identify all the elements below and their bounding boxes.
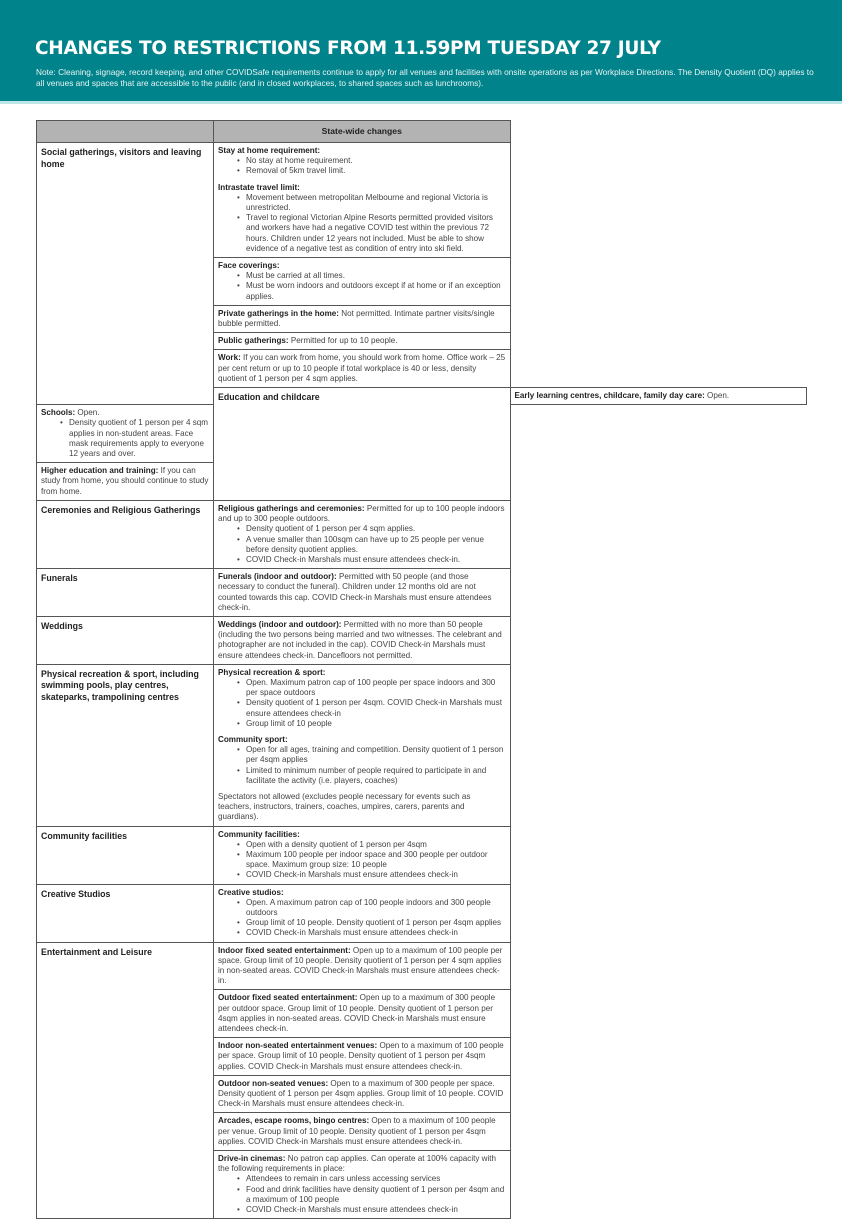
rule-heading: Community sport: <box>218 734 288 744</box>
rule-text: Open to a maximum of 100 people per venue. Group limit of 10 people. Density quotient of 1 person per 4sqm applies. COVID Check-in Marshals must ensure attendees check-in. <box>218 1116 496 1146</box>
rule-text: If you can work from home, you should work from home. Office work – 25 per cent return or up to 10 people if total workplace is 40 or less, density quotient of 1 person per 4 sqm applies. <box>218 353 506 383</box>
page-title: CHANGES TO RESTRICTIONS FROM 11.59PM TUESDAY 27 JULY <box>35 38 661 59</box>
bullet-list <box>218 898 506 939</box>
list-item: • A venue smaller than 100sqm can have up to 25 people per venue before density quotient applies. <box>246 535 506 555</box>
list-item: • Limited to minimum number of people required to participate in and facilitate the activity (i.e. players, coaches) <box>246 766 506 786</box>
category-sport: Physical recreation & sport, including swimming pools, play centres, skateparks, trampolining centres <box>37 664 214 826</box>
bullet-list <box>218 524 506 565</box>
bullet-list <box>218 1174 506 1215</box>
rule-heading: Private gatherings in the home: <box>218 308 339 318</box>
bullet-list <box>218 193 506 254</box>
category-entertainment: Entertainment and Leisure <box>37 942 214 1219</box>
rule-heading: Physical recreation & sport: <box>218 667 326 677</box>
header-blank-cell <box>37 121 214 143</box>
rule-text: Permitted for up to 100 people indoors and up to 300 people outdoors. <box>218 503 505 524</box>
cell-schools <box>37 405 214 463</box>
bullet-list <box>218 271 506 302</box>
bullet-list <box>218 678 506 729</box>
cell-work <box>214 350 511 388</box>
cell-outdoor-non-seated <box>214 1075 511 1113</box>
cell-sport <box>214 664 511 826</box>
rule-text: If you can study from home, you should continue to study from home. <box>41 466 209 496</box>
table-header-row <box>37 121 807 143</box>
column-header: State-wide changes <box>214 121 511 143</box>
rule-heading: Drive-in cinemas: <box>218 1154 286 1164</box>
list-item: • No stay at home requirement. <box>246 156 506 166</box>
rule-text: No patron cap applies. Can operate at 100% capacity with the following requirements in place: <box>218 1154 497 1174</box>
cell-public-gatherings <box>214 333 511 350</box>
list-item: • Food and drink facilities have density quotient of 1 person per 4sqm and a maximum of 100 people <box>246 1185 506 1205</box>
list-item: • Open with a density quotient of 1 person per 4sqm <box>246 840 506 850</box>
rule-heading: Outdoor fixed seated entertainment: <box>218 993 358 1003</box>
list-item: • Density quotient of 1 person per 4 sqm applies in non-student areas. Face mask requirements apply to everyone 12 years and over. <box>69 418 209 459</box>
list-item: • Travel to regional Victorian Alpine Resorts permitted provided visitors and workers have had a negative COVID test within the previous 72 hours. Children under 12 years not included. Must be able to show evidence of a negative test as condition of entry into ski field. <box>246 213 506 254</box>
rule-heading: Schools: <box>41 408 76 418</box>
category-creative-studios: Creative Studios <box>37 884 214 942</box>
category-community-facilities: Community facilities <box>37 826 214 884</box>
rule-heading: Intrastate travel limit: <box>218 182 300 192</box>
list-item: • Group limit of 10 people <box>246 719 506 729</box>
cell-drive-in <box>214 1151 511 1219</box>
list-item: • Open for all ages, training and competition. Density quotient of 1 person per 4sqm applies <box>246 745 506 765</box>
rule-heading: Weddings (indoor and outdoor): <box>218 619 342 629</box>
cell-higher-education <box>37 463 214 501</box>
rule-heading: Outdoor non-seated venues: <box>218 1078 329 1088</box>
cell-community-facilities <box>214 826 511 884</box>
cell-arcades <box>214 1113 511 1151</box>
rule-heading: Public gatherings: <box>218 336 289 346</box>
cell-indoor-non-seated <box>214 1038 511 1076</box>
cell-religious <box>214 500 511 568</box>
table-row <box>37 664 807 826</box>
category-weddings: Weddings <box>37 616 214 664</box>
rule-text: Permitted with no more than 50 people (including the two persons being married and two witnesses. The celebrant and photographer are not included in the cap). COVID Check-in Marshals must ensure attendees check-in. Dancefloors not permitted. <box>218 619 502 660</box>
rule-heading: Face coverings: <box>218 261 280 271</box>
rule-heading: Early learning centres, childcare, family day care: <box>514 391 705 401</box>
cell-outdoor-fixed-seated <box>214 990 511 1038</box>
cell-weddings <box>214 616 511 664</box>
list-item: • Open. Maximum patron cap of 100 people per space indoors and 300 per space outdoors <box>246 678 506 698</box>
rule-heading: Higher education and training: <box>41 466 159 476</box>
list-item: • Attendees to remain in cars unless accessing services <box>246 1174 506 1184</box>
restrictions-table <box>36 120 807 1219</box>
rule-text: Open. <box>75 408 100 418</box>
table-row <box>37 569 807 617</box>
bullet-list <box>41 418 209 459</box>
cell-indoor-fixed-seated <box>214 942 511 990</box>
list-item: • COVID Check-in Marshals must ensure attendees check-in <box>246 928 506 938</box>
list-item: • Density quotient of 1 person per 4 sqm applies. <box>246 524 506 534</box>
rule-heading: Work: <box>218 353 241 363</box>
list-item: • Open. A maximum patron cap of 100 people indoors and 300 people outdoors <box>246 898 506 918</box>
rule-heading: Indoor non-seated entertainment venues: <box>218 1041 378 1051</box>
list-item: • Maximum 100 people per indoor space and 300 people per outdoor space. Maximum group size: 10 people <box>246 850 506 870</box>
spectators-text: Spectators not allowed (excludes people necessary for events such as teachers, instructors, trainers, coaches, umpires, carers, parents and guardians). <box>218 791 471 822</box>
table-row <box>37 143 807 258</box>
list-item: • COVID Check-in Marshals must ensure attendees check-in <box>246 870 506 880</box>
page-note: Note: Cleaning, signage, record keeping, and other COVIDSafe requirements continue to apply for all venues and facilities with onsite operations as per Workplace Directions. The Density Quotient (DQ) applies to all venues and spaces that are accessible to the public (and in closed workplaces, to shared spaces such as lunchrooms). <box>36 67 814 88</box>
list-item: • COVID Check-in Marshals must ensure attendees check-in. <box>246 555 506 565</box>
bullet-list <box>218 840 506 881</box>
rule-heading: Indoor fixed seated entertainment: <box>218 945 351 955</box>
rule-heading: Stay at home requirement: <box>218 146 321 155</box>
list-item: • Must be carried at all times. <box>246 271 506 281</box>
list-item: • Removal of 5km travel limit. <box>246 166 506 176</box>
category-education: Education and childcare <box>214 388 511 501</box>
table-row <box>37 616 807 664</box>
rule-text: Permitted with 50 people (and those necessary to conduct the funeral). Children under 12 months old are not counted towards this cap. COVID Check-in Marshals must ensure attendees check-in. <box>218 572 492 612</box>
rule-text: Open up to a maximum of 300 people per outdoor space. Group limit of 10 people. Density quotient of 1 person per 4sqm applies in non-seated areas. COVID Check-in Marshals must ensure attendees check-in. <box>218 993 496 1034</box>
rule-heading: Community facilities: <box>218 829 300 839</box>
rule-text: Open to a maximum of 100 people per space. Group limit of 10 people. Density quotient of 1 person per 4sqm applies. COVID Check-in Marshals must ensure attendees check-in. <box>218 1041 504 1071</box>
table-row <box>37 884 807 942</box>
list-item: • Density quotient of 1 person per 4sqm. COVID Check-in Marshals must ensure attendees check-in <box>246 698 506 718</box>
rule-heading: Creative studios: <box>218 887 284 897</box>
list-item: • Movement between metropolitan Melbourne and regional Victoria is unrestricted. <box>246 193 506 213</box>
rule-heading: Religious gatherings and ceremonies: <box>218 503 365 513</box>
cell-funerals <box>214 569 511 617</box>
rule-text: Open to a maximum of 300 people per space. Density quotient of 1 person per 4sqm applies. Group limit of 10 people. COVID Check-in Marshals must ensure attendees check-in. <box>218 1078 504 1109</box>
category-ceremonies: Ceremonies and Religious Gatherings <box>37 500 214 568</box>
rule-text: Open up to a maximum of 100 people per space. Group limit of 10 people. Density quotient of 1 person per 4 sqm applies in non-seated areas. COVID Check-in Marshals must ensure attendees check-in. <box>218 945 503 986</box>
title-banner <box>0 0 842 104</box>
list-item: • Group limit of 10 people. Density quotient of 1 person per 4sqm applies <box>246 918 506 928</box>
list-item: • Must be worn indoors and outdoors except if at home or if an exception applies. <box>246 281 506 301</box>
cell-face-coverings <box>214 258 511 306</box>
table-row <box>37 826 807 884</box>
cell-stay-home-intrastate <box>214 143 511 258</box>
category-funerals: Funerals <box>37 569 214 617</box>
bullet-list <box>218 745 506 786</box>
rule-heading: Arcades, escape rooms, bingo centres: <box>218 1116 370 1126</box>
rule-heading: Funerals (indoor and outdoor): <box>218 572 337 582</box>
rule-text: Open. <box>704 391 730 401</box>
category-social: Social gatherings, visitors and leaving home <box>37 143 214 405</box>
cell-early-learning <box>510 388 807 405</box>
cell-private-gatherings <box>214 305 511 332</box>
bullet-list <box>218 156 506 176</box>
table-row <box>37 942 807 990</box>
rule-text: Not permitted. Intimate partner visits/single bubble permitted. <box>218 308 495 329</box>
rule-text: Permitted for up to 10 people. <box>288 336 398 346</box>
cell-creative-studios <box>214 884 511 942</box>
table-row <box>37 500 807 568</box>
list-item: • COVID Check-in Marshals must ensure attendees check-in <box>246 1205 506 1215</box>
